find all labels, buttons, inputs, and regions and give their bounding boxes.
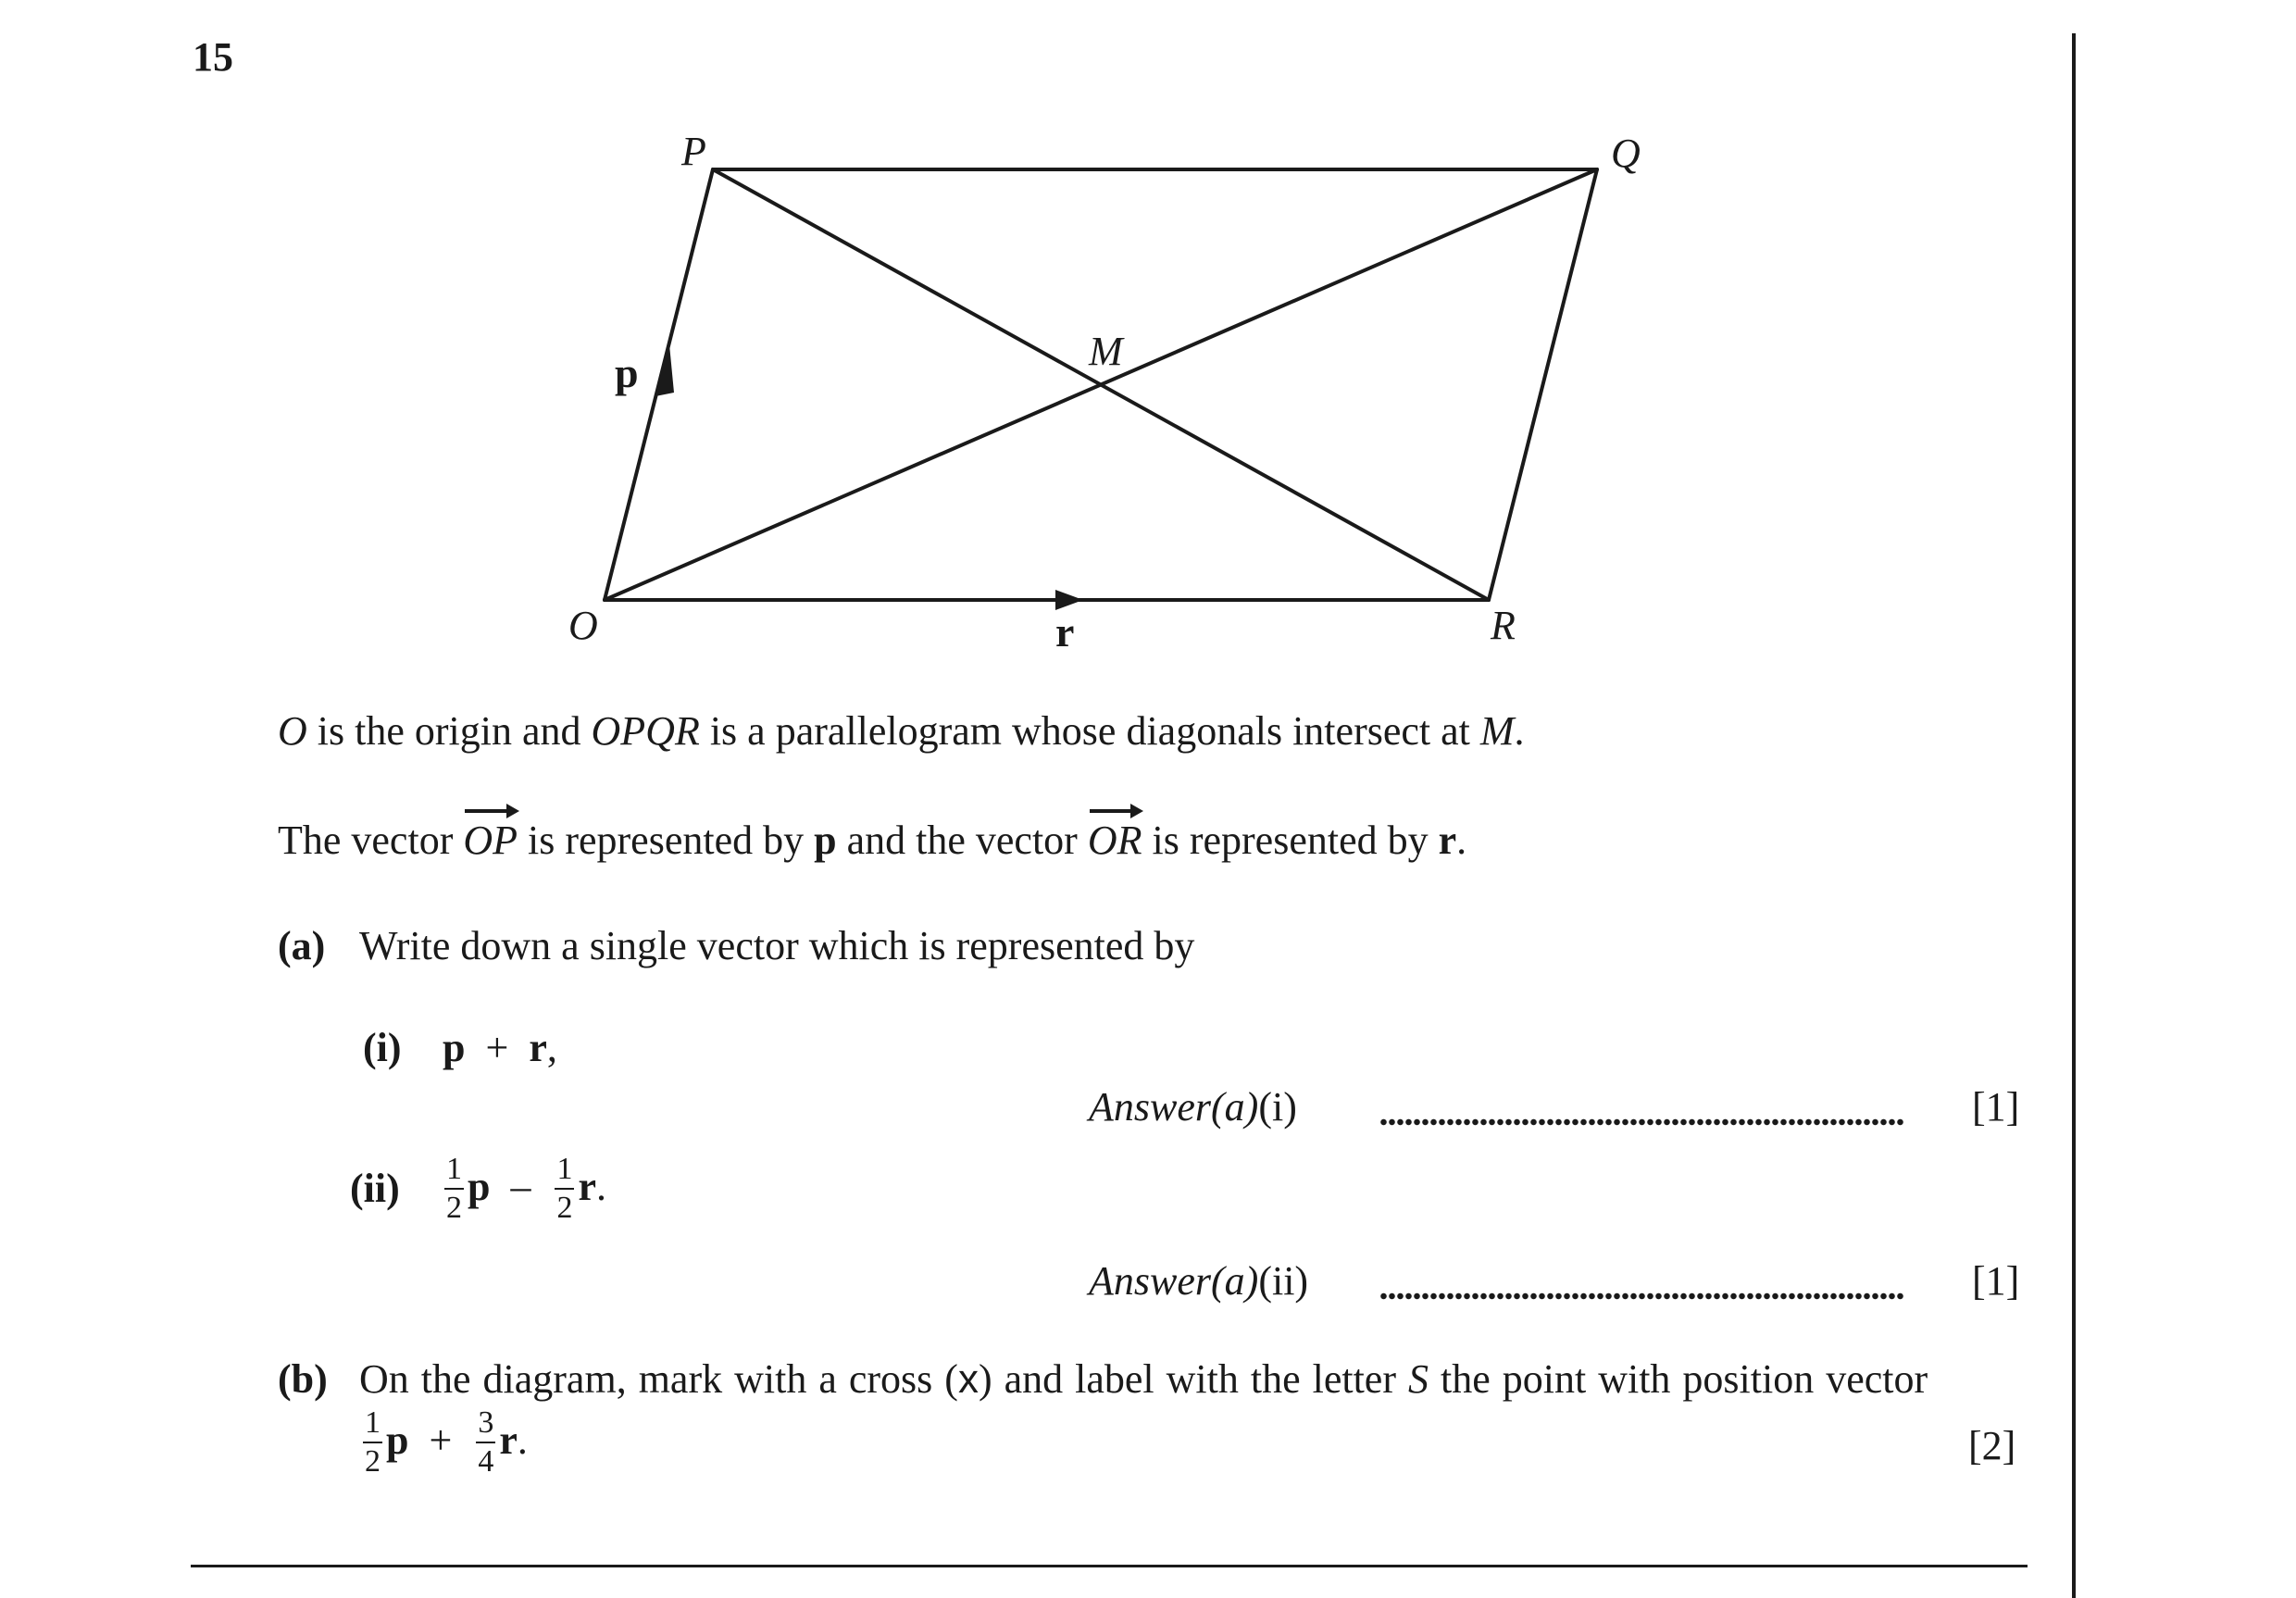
answer-a-ii-input[interactable] xyxy=(1379,1292,1905,1300)
label-o-vertex: O xyxy=(568,603,598,648)
label-q-vertex: Q xyxy=(1611,131,1641,176)
answer-a-ii-label: Answer(a)(ii) xyxy=(1089,1258,1309,1304)
part-b-expression: $\frac{1}{2}$ p + $\frac{3}{4}$ r. xyxy=(365,1405,528,1479)
vector-op: OP xyxy=(463,820,518,861)
cross-symbol: x xyxy=(957,1356,979,1402)
marks-b: [2] xyxy=(1968,1423,2016,1468)
arrow-r-icon xyxy=(1055,590,1083,610)
arrow-p-icon xyxy=(655,344,674,396)
intro-line-1: O is the origin and OPQR is a parallelogram whose diagonals intersect at M. xyxy=(278,708,1525,754)
label-vector-p: p xyxy=(615,349,639,396)
answer-a-i-label: Answer(a)(i) xyxy=(1089,1084,1297,1130)
fraction-three-quarter-r: $\frac{3}{4}$ xyxy=(478,1405,494,1479)
label-m-point: M xyxy=(1089,329,1123,374)
part-b-text: On the diagram, mark with a cross (x) and label with the letter S the point with position vector xyxy=(359,1356,1928,1402)
part-a-i-label: (i) xyxy=(363,1025,402,1070)
question-number: 15 xyxy=(193,34,233,80)
label-p-vertex: P xyxy=(681,129,706,174)
part-a-i-expression: p + r, xyxy=(443,1025,557,1070)
fraction-half-r: $\frac{1}{2}$ xyxy=(556,1152,573,1225)
part-b-label: (b) xyxy=(278,1356,328,1402)
part-a-text: Write down a single vector which is represented by xyxy=(359,923,1195,968)
intro-line-2: The vector OP is represented by p and the vector OR is represented by r. xyxy=(278,820,1466,861)
marks-a-i: [1] xyxy=(1972,1084,2020,1130)
label-vector-r: r xyxy=(1055,608,1075,655)
vector-or: OR xyxy=(1088,820,1142,861)
part-a-label: (a) xyxy=(278,923,326,968)
part-a-ii-expression: $\frac{1}{2}$ p – $\frac{1}{2}$ r. xyxy=(446,1152,607,1225)
label-r-vertex: R xyxy=(1491,603,1516,648)
fraction-half-p-b: $\frac{1}{2}$ xyxy=(365,1405,381,1479)
fraction-half-p: $\frac{1}{2}$ xyxy=(446,1152,462,1225)
side-qr xyxy=(1489,169,1597,600)
diagonal-pr xyxy=(713,169,1489,600)
marks-a-ii: [1] xyxy=(1972,1258,2020,1304)
parallelogram-diagram xyxy=(0,0,2296,704)
answer-a-i-input[interactable] xyxy=(1379,1118,1905,1126)
footer-line xyxy=(191,1565,2028,1567)
part-a-ii-label: (ii) xyxy=(350,1166,400,1211)
